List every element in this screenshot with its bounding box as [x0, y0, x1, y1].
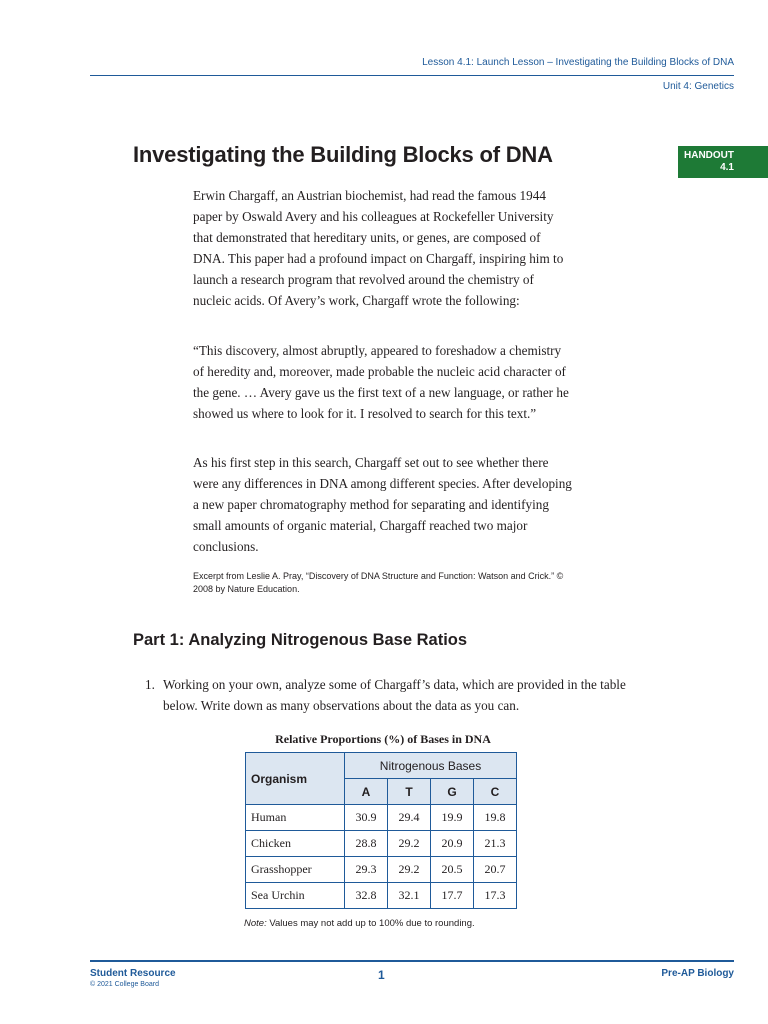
table-row [246, 831, 517, 857]
value-cell: 20.5 [431, 857, 474, 883]
value-cell: 29.4 [388, 805, 431, 831]
value-cell: 17.3 [474, 883, 517, 909]
value-cell: 17.7 [431, 883, 474, 909]
header-divider [90, 75, 734, 76]
table-note-label: Note: [244, 918, 267, 929]
table-note [244, 918, 475, 929]
base-proportions-table [245, 752, 517, 909]
page-title: Investigating the Building Blocks of DNA [133, 142, 553, 167]
value-cell: 32.1 [388, 883, 431, 909]
column-header-c: C [474, 779, 517, 805]
intro-paragraph: Erwin Chargaff, an Austrian biochemist, had read the famous 1944 paper by Oswald Avery and his colleagues at Rockefeller University that demonstrated that hereditary units, or genes, are composed of DNA. This paper had a profound impact on Chargaff, inspiring him to launch a research program that revolved around the chemistry of nucleic acids. Of Avery’s work, Chargaff wrote the following: [193, 188, 564, 308]
table-header-row [246, 753, 517, 779]
footer-course: Pre-AP Biology [661, 968, 734, 979]
table-row [246, 805, 517, 831]
table-title: Relative Proportions (%) of Bases in DNA [275, 732, 491, 746]
value-cell: 20.9 [431, 831, 474, 857]
handout-badge-label: HANDOUT [684, 150, 734, 161]
value-cell: 29.2 [388, 857, 431, 883]
question-number: 1. [145, 677, 155, 692]
excerpt-citation: Excerpt from Leslie A. Pray, “Discovery of DNA Structure and Function: Watson and Crick.” © 2008 by Nature Education. [193, 571, 564, 594]
nitrogenous-bases-header: Nitrogenous Bases [345, 753, 517, 779]
value-cell: 21.3 [474, 831, 517, 857]
value-cell: 30.9 [345, 805, 388, 831]
handout-badge [678, 146, 768, 178]
value-cell: 20.7 [474, 857, 517, 883]
value-cell: 19.8 [474, 805, 517, 831]
column-header-a: A [345, 779, 388, 805]
table-row [246, 883, 517, 909]
table-note-text: Values may not add up to 100% due to rounding. [266, 918, 475, 929]
page-number: 1 [378, 968, 385, 982]
header-lesson-title: Lesson 4.1: Launch Lesson – Investigating the Building Blocks of DNA [422, 57, 734, 68]
column-header-t: T [388, 779, 431, 805]
footer-divider [90, 960, 734, 962]
value-cell: 29.3 [345, 857, 388, 883]
quote-paragraph: “This discovery, almost abruptly, appeared to foreshadow a chemistry of heredity and, moreover, made probable the nucleic acid character of the gene. … Avery gave us the first text of a new language, or rather he showed us where to look for it. I resolved to search for this text.” [193, 343, 569, 421]
footer-copyright: © 2021 College Board [90, 981, 159, 988]
table-row [246, 857, 517, 883]
value-cell: 28.8 [345, 831, 388, 857]
part-heading: Part 1: Analyzing Nitrogenous Base Ratios [133, 631, 468, 649]
handout-badge-number: 4.1 [720, 162, 734, 173]
question-text: Working on your own, analyze some of Chargaff’s data, which are provided in the table below. Write down as many observations about the data as you can. [163, 677, 626, 713]
organism-name: Human [246, 805, 345, 831]
footer-student-resource: Student Resource [90, 968, 176, 979]
organism-name: Chicken [246, 831, 345, 857]
conclusion-paragraph: As his first step in this search, Chargaff set out to see whether there were any differences in DNA among different species. After developing a new paper chromatography method for separating and identifying small amounts of organic material, Chargaff reached two major conclusions. [193, 455, 572, 554]
column-header-g: G [431, 779, 474, 805]
organism-name: Grasshopper [246, 857, 345, 883]
value-cell: 19.9 [431, 805, 474, 831]
organism-name: Sea Urchin [246, 883, 345, 909]
value-cell: 32.8 [345, 883, 388, 909]
header-unit: Unit 4: Genetics [662, 81, 734, 92]
organism-header: Organism [246, 753, 345, 805]
value-cell: 29.2 [388, 831, 431, 857]
